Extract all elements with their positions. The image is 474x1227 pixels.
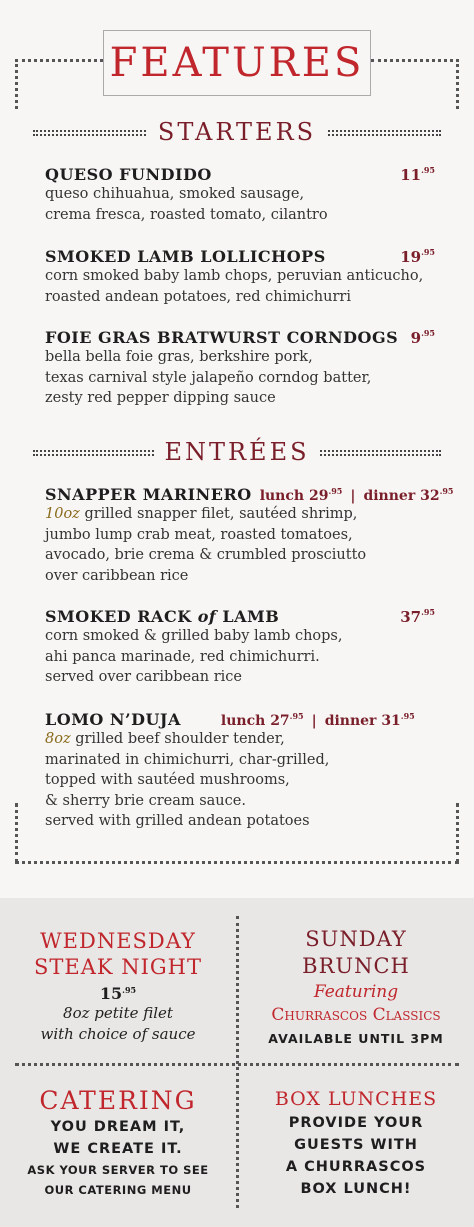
item-price: $9^{.95}$ [410,328,435,347]
menu-item-smoked-lamb-lollichops: SMOKED LAMB LOLLICHOPS $19^{.95}$ corn smoked baby lamb chops, peruvian anticucho, roasted andean potatoes, red chimichurri [45,247,435,305]
dinner-price: dinner $31^{.95}$ [324,711,415,729]
frame-bottom-rule [15,861,459,864]
frame-left-top-rule [15,59,18,109]
page-title: FEATURES [109,40,365,86]
item-price: $19^{.95}$ [400,247,435,266]
dinner-price: dinner $32^{.95}$ [363,486,454,504]
menu-item-snapper-marinero: SNAPPER MARINERO lunch $29^{.95}$ | dinner $32^{.95}$ 10oz grilled snapper filet, sautéed shrimp, jumbo lump crab meat, roasted tomatoes, avocado, brie crema & crumbled prosciutto over caribbean rice [45,485,454,584]
catering: CATERING YOU DREAM IT, WE CREATE IT. ASK YOUR SERVER TO SEE OUR CATERING MENU [27,1086,209,1197]
frame-top-left-rule [15,59,103,62]
frame-top-right-rule [371,59,459,62]
wednesday-steak-night: WEDNESDAY STEAK NIGHT $15^{.95}$ 8oz petite filet with choice of sauce [0,928,236,1045]
sunday-brunch: SUNDAY BRUNCH Featuring Churrascos Classics AVAILABLE UNTIL 3PM [268,927,444,1046]
lunch-price: lunch $29^{.95}$ [259,486,343,504]
frame-right-top-rule [456,59,459,109]
menu-item-queso-fundido: QUESO FUNDIDO $11^{.95}$ queso chihuahua, smoked sausage, crema fresca, roasted tomato, cilantro [45,165,435,223]
menu-item-smoked-rack-of-lamb: SMOKED RACK of LAMB $37^{.95}$ corn smoked & grilled baby lamb chops, ahi panca marinade, red chimichurri. served over caribbean rice [45,607,435,685]
features-title-box [103,30,371,96]
box-lunches: BOX LUNCHES PROVIDE YOUR GUESTS WITH A CHURRASCOS BOX LUNCH! [274,1088,438,1197]
entrees-heading: ENTRÉES [0,438,474,466]
frame-right-bottom-rule [456,803,459,863]
lunch-price: lunch $27^{.95}$ [220,711,304,729]
menu-item-lomo-nduja: LOMO N’DUJA lunch $27^{.95}$ | dinner $31^{.95}$ 8oz grilled beef shoulder tender, marinated in chimichurri, char-grilled, topped with sautéed mushrooms, & sherry brie cream sauce. served with grilled andean potatoes [45,710,415,829]
steak-night-price: $15^{.95}$ [99,984,137,1003]
frame-left-bottom-rule [15,803,18,863]
promo-horizontal-divider [15,1063,459,1066]
item-price: $37^{.95}$ [400,607,435,626]
promo-panel [0,898,474,1227]
starters-heading: STARTERS [0,118,474,146]
menu-item-foie-gras-corndogs: FOIE GRAS BRATWURST CORNDOGS $9^{.95}$ bella bella foie gras, berkshire pork, texas carnival style jalapeño corndog batter, zesty red pepper dipping sauce [45,328,435,406]
item-price: $11^{.95}$ [400,165,435,184]
